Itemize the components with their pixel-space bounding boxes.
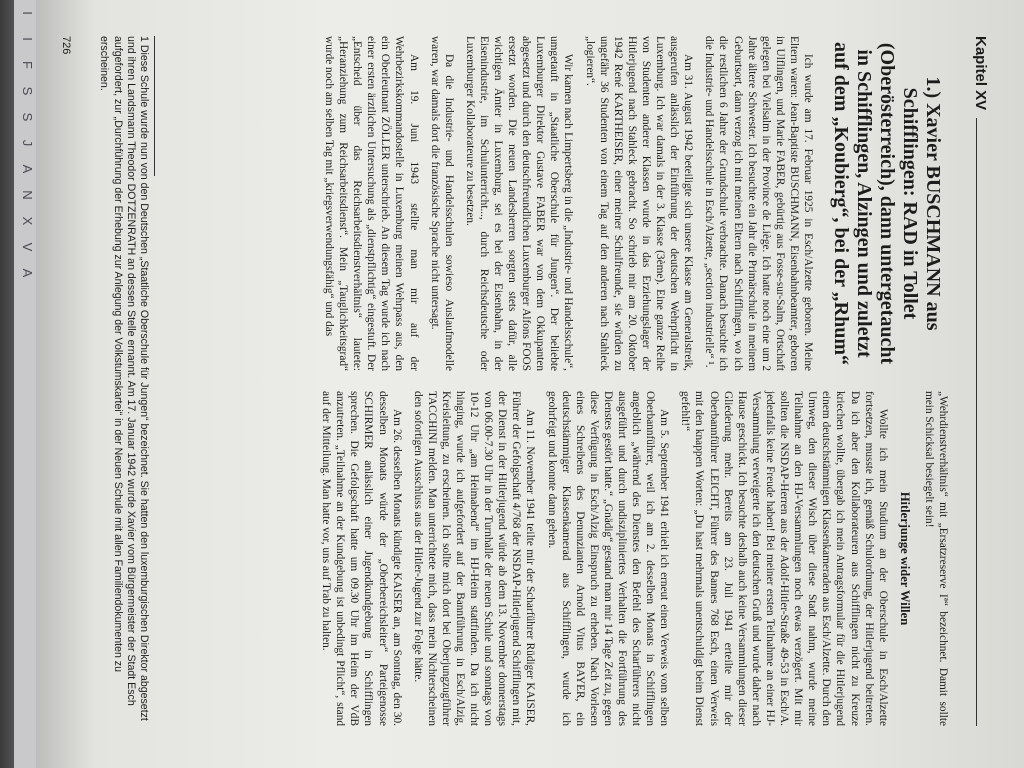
rotated-book-page xyxy=(40,6,1020,762)
edge-letter: S xyxy=(20,86,35,96)
paragraph: Am 31. August 1942 beteiligte sich unsere Klasse am Generalstreik, ausgerufen anlässlich der Einführung der deutschen Wehrpflicht in Luxemburg. Ich war damals in der 3. Klasse (3ème). Eine ganze Reihe von Studenten anderer Klassen wurde in das Erziehungslager der Hitlerjugend nach Stahleck gebracht. So schrieb mir am 20. Oktober 1942 René KARTHEISER, einer meiner Schulfreunde, sie würden zu ungefähr 36 Studenten von einem Tag auf den anderen nach Stahleck „logieren“. xyxy=(583,36,695,371)
paragraph-continued: „Wehrdienstverhältnis“ mit „Ersatzreserve Iª“ bezeichnet. Damit sollte mein Schicksal besiegelt sein! xyxy=(922,391,949,726)
paragraph: Am 19. Juni 1943 stellte man mir auf der Wehrbezirkskommandostelle in Luxemburg meinen Wehrpass aus, den ein Oberleutnant ZÖLLER unterschrieb. An diesem Tag wurde ich nach einer ersten ärztlichen Untersuchung als „dienstpflichtig“ eingestuft. Der „Entscheid über das Reichsarbeitsdienstverhältnis“ lautete: „Heranziehung zum Reichsarbeitsdienst“. Mein „Tauglichkeitsgrad“ wurde noch am selben Tag mit „kriegsverwendungsfähig“ und das xyxy=(323,36,420,371)
edge-letter: N xyxy=(20,190,35,200)
edge-letter: A xyxy=(20,268,35,278)
paragraph: Am 11. November 1941 teilte mir der Scharführer Rüdiger KAISER, Führer der Gefolgschaft 4/768 der NSDAP-Hitlerjugend Schifflingen mit, der Dienst in der Hitlerjugend würde ab dem 13. November donnerstags von 06.00-7.30 Uhr in der Turnhalle der neuen Schule und sonntags von 10-12 Uhr „am Heimabend“ im HJ-Heim stattfinden. Da ich nicht hinging, wurde ich aufgefordert auf der Bannführung in Esch/Alzig, Kreisleitung, zu erscheinen. Ich sollte mich dort bei Oberjungzugführer TACCHINI melden. Man unterrichtete mich, dass mein Nichterscheinen den sofortigen Ausschluss aus der Hitler-Jugend zur Folge hätte. xyxy=(411,391,537,726)
header-rule xyxy=(976,118,977,726)
edge-letter: V xyxy=(20,242,35,252)
right-column xyxy=(312,391,950,726)
edge-letter: X xyxy=(20,216,35,226)
running-head xyxy=(972,36,992,726)
section-subheading: Hitlerjunge wider Willen xyxy=(897,491,912,626)
paragraph: Am 5. September 1941 erhielt ich erneut einen Verweis vom selben Oberbannführer, weil ich am 2. desselben Monats in Schifflingen angeblich „während des Dienstes den Befehl des Scharführers nicht ausgeführt und durch undiszipliniertes Verhalten die Fortführung des Dienstes gestört hatte.“ „Gnädig“ gestand man mir 14 Tage Zeit zu, gegen diese Verfügung in Esch/Alzig Einspruch zu erheben. Nach Vorlesen eines Schreibens des Denunzianten Arnold Vitus BAYER, ein deutschstämmiger Klassenkamerad aus Schifflingen, wurde ich geohrfeigt und konnte dann gehen. xyxy=(545,391,671,726)
left-column xyxy=(315,36,950,371)
edge-letter: F xyxy=(20,61,35,69)
page-number: 726 xyxy=(60,36,72,55)
edge-letter: A xyxy=(20,164,35,174)
edge-letter: J xyxy=(20,139,35,147)
edge-letter: S xyxy=(20,112,35,122)
footnote: 1 Diese Schule wurde nun von den Deutschen „Staatliche Oberschule für Jungen“ bezeichnet. Sie hatten den luxemburgischen Direktor abgesetzt und ihren Landsmann Theodor DOTZENRATH an dessen Stelle ernannt. Am 17. Januar 1942 wurde Xavier vom Bürgermeister der Stadt Esch aufgefordert, zur „Durchführung der Erhebung zur Anlegung der Volkstumskartei“ in der Neuen Schule mit allen Familiendokumenten zu erscheinen. xyxy=(98,36,150,721)
footnote-block xyxy=(97,36,155,726)
paragraph: Am 26. desselben Monats kündigte KAISER an, am Sonntag, den 30. desselben Monats würde der „Oberbereichsleiter“ Parteigenosse SCHIRMER anlässlich einer Jugendkundgebung in Schifflingen sprechen. Die Gefolgschaft hatte um 09.30 Uhr im Heim der VdB anzutreten. „Teilnahme an der Kundgebung ist unbedingt Pflicht“, stand auf der Mitteilung. Man hatte vor, uns auf Trab zu halten. xyxy=(320,391,403,726)
edge-letter: I xyxy=(20,37,35,41)
chapter-label: Kapitel XV xyxy=(972,36,989,111)
paragraph: Da die Industrie- und Handelsschulen sowieso Auslaufmodelle waren, war damals dort die französische Sprache nicht untersagt. xyxy=(428,36,455,371)
article-title: 1.) Xavier BUSCHMANN aus Schifflingen: RAD in Tollet (Oberösterreich), dann untergetaucht in Schifflingen, Alzingen und zuletzt auf dem „Koubierg“, bei der „Rhum“ xyxy=(830,42,944,365)
paragraph: Wir kamen nach Limpertsberg in die „Industrie- und Handelsschule“, umgetauft in „Staatliche Oberschule für Jungen“. Der beliebte Luxemburger Direktor Gustave FABER war von dem Okkupanten abgesetzt und durch den deutschfreundlichen Luxemburger Alfons FOOS ersetzt worden. Die neuen Landesherren sorgten stets dafür, alle wichtigen Ämter in Luxemburg, sei es bei der Eisenbahn, in der Eisenindustrie, im Schulunterricht..., durch Reichsdeutsche oder Luxemburger Kollaborateure zu besetzen. xyxy=(463,36,575,371)
edge-letter: I xyxy=(20,11,35,15)
paragraph: Wollte ich mein Studium an der Oberschule in Esch/Alzette fortsetzen, musste ich, gemäß Schulordnung, der Hitlerjugend beitreten. Da ich aber den Kollaborateuren aus Schifflingen nicht zu Kreuze kriechen wollte, übergab ich mein Antragsformular für die Hitlerjugend einem deutschstämmigen Klassenkameraden aus Esch/Alzette. Durch den Umweg, den dieser Wisch über diese Stadt nahm, wurde meine Teilnahme an den HJ-Versammlungen noch etwas verzögert. Mit mir sollten die NSDAP-Herren aus der Adolf-Hitler-Straße 49-53 in Esch/A. jedenfalls keine Freude haben! Bei meiner ersten Teilnahme an einer HJ-Versammlung verweigerte ich den deutschen Gruß und wurde daher nach Hause geschickt. Ich besuchte deshalb auch keine Versammlungen dieser Gliederung mehr. Bereits am 23. Juli 1941 erteilte mir der Oberbannführer LEICHT, Führer des Bannes 768 Esch, einen Verweis mit den knappen Worten: „Du hast mehrmals unentschuldigt beim Dienst gefehlt!“ xyxy=(679,391,889,726)
paragraph: Ich wurde am 17. Februar 1925 in Esch/Alzette geboren. Meine Eltern waren: Jean-Baptiste BUSCHMANN, Eisenbahnbeamter, geboren in Ulflingen, und Marie FABER, gebürtig aus Fosse-sur-Salm, Ortschaft gelegen bei Vielsalm in der Province de Liège. Ich hatte noch eine um 2 Jahre ältere Schwester. Ich besuchte ein Jahr die Primärschule in meinem Geburtsort, dann verzog ich mit meinen Eltern nach Schifflingen, wo ich die restlichen 6 Jahre der Grundschule verbrachte. Danach besuchte ich die Industrie- und Handelsschule in Esch/Alzette, „section industrielle“ ¹. xyxy=(703,36,814,371)
footnote-rule xyxy=(154,36,155,176)
